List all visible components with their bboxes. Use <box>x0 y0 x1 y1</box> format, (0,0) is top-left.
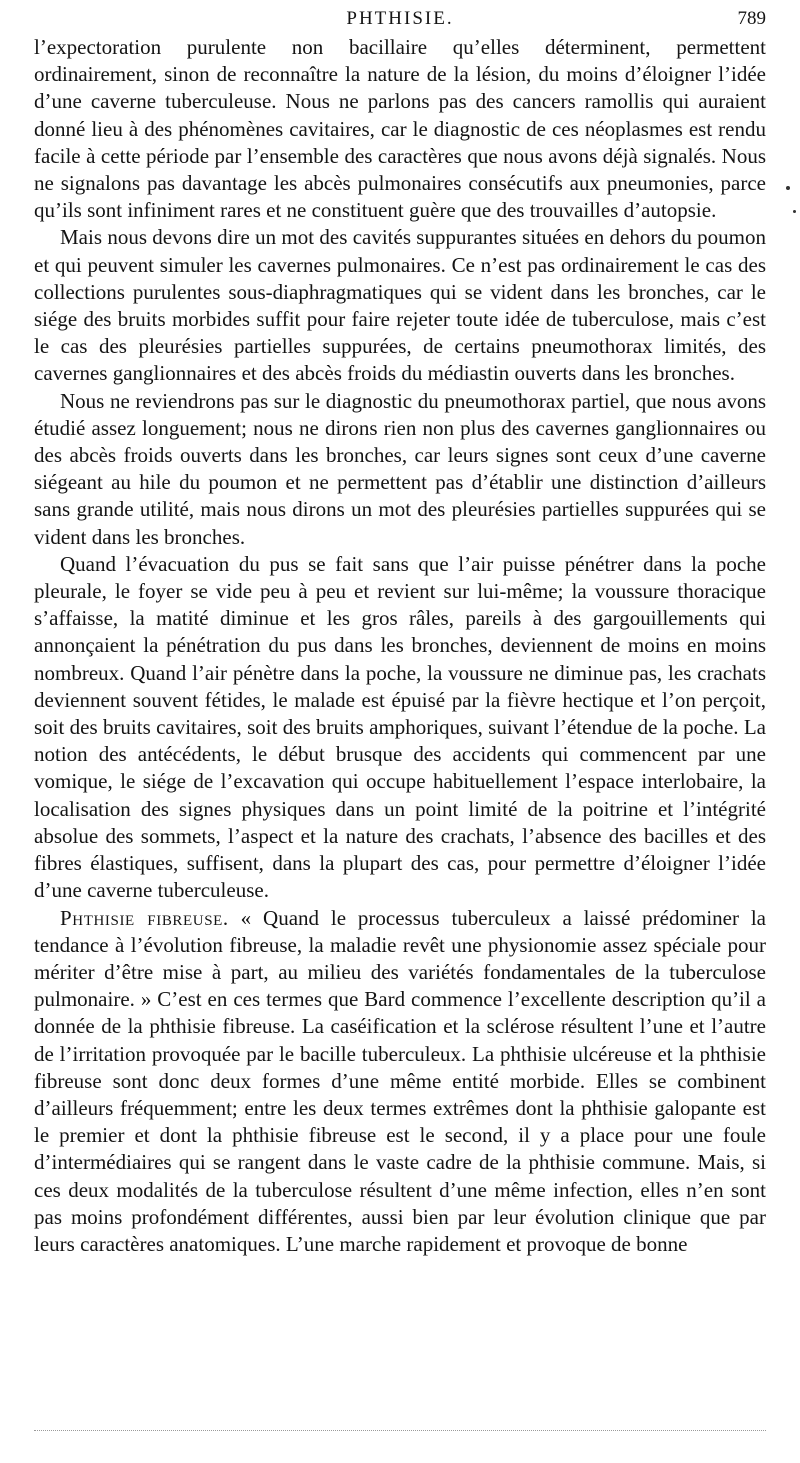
paragraph-1: l’expectoration purulente non bacillaire qu’elles déterminent, permettent ordinairement, sinon de reconnaître la nature de la lésion, du moins d’éloigner l’idée d’une caverne tuberculeuse. Nous ne parlons pas des cancers ramollis qui auraient donné lieu à des phénomènes cavitaires, car le diagnostic de ces néoplasmes est rendu facile à cette période par l’ensemble des caractères que nous avons déjà signalés. Nous ne signalons pas davantage les abcès pulmonaires consécutifs aux pneumonies, parce qu’ils sont infiniment rares et ne constituent guère que des trouvailles d’autopsie. <box>34 35 766 223</box>
paragraph-4: Quand l’évacuation du pus se fait sans que l’air puisse pénétrer dans la poche pleurale, le foyer se vide peu à peu et revient sur lui-même; la voussure thoracique s’affaisse, la matité diminue et les gros râles, pareils à des gargouillements qui annonçaient la pénétration du pus dans les bronches, deviennent de moins en moins nombreux. Quand l’air pénètre dans la poche, la voussure ne diminue pas, les crachats deviennent souvent fétides, le malade est épuisé par la fièvre hectique et l’on perçoit, soit des bruits cavitaires, soit des bruits amphoriques, suivant l’étendue de la poche. La notion des antécédents, le début brusque des accidents qui commencent par une vomique, le siége de l’excavation qui occupe habituellement l’espace interlobaire, la localisation des signes physiques dans un point limité de la poitrine et l’intégrité absolue des sommets, l’aspect et la nature des crachats, l’absence des bacilles et des fibres élastiques, suffisent, dans la plupart des cas, pour permettre d’éloigner l’idée d’une caverne tuberculeuse. <box>34 551 766 903</box>
section-text: « Quand le processus tuberculeux a laissé prédominer la tendance à l’évolution fibreuse, la maladie revêt une physionomie assez spéciale pour mériter d’être mise à part, au milieu des variétés fondamentales de la tuberculose pulmonaire. » C’est en ces termes que Bard commence l’excellente description qu’il a donnée de la phthisie fibreuse. La caséification et la sclérose résultent l’une et l’autre de l’irritation provoquée par le bacille tuberculeux. La phthisie ulcéreuse et la phthisie fibreuse sont donc deux formes d’une même entité morbide. Elles se combinent d’ailleurs fréquemment; entre les deux termes extrêmes dont la phthisie galopante est le premier et dont la phthisie fibreuse est le second, il y a place pour une foule d’intermédiaires qui se rangent dans le vaste cadre de la phthisie commune. Mais, si ces deux modalités de la tuberculose résultent d’une même infection, elles n’en sont pas moins profondément différentes, aussi bien par leur évolution clinique que par leurs caractères anatomiques. L’une marche rapidement et provoque de bonne <box>34 905 766 1256</box>
page-number: 789 <box>737 8 766 29</box>
footer-rule <box>34 1430 766 1431</box>
page-header <box>0 2 800 38</box>
ink-speck <box>786 186 790 190</box>
paragraph-5 <box>34 905 766 1259</box>
ink-speck <box>793 210 796 213</box>
running-title: PHTHISIE. <box>346 8 454 29</box>
body-text <box>34 34 766 1258</box>
section-heading: Phthisie fibreuse. <box>60 905 229 930</box>
paragraph-2: Mais nous devons dire un mot des cavités suppurantes situées en dehors du poumon et qui peuvent simuler les cavernes pulmonaires. Ce n’est pas ordinairement le cas des collections purulentes sous-diaphragmatiques qui se vident dans les bronches, car le siége des bruits morbides suffit pour faire rejeter toute idée de tuberculose, mais c’est le cas des pleurésies partielles suppurées, de certains pneumothorax limités, des cavernes ganglionnaires et des abcès froids du médiastin ouverts dans les bronches. <box>34 225 766 386</box>
paragraph-3: Nous ne reviendrons pas sur le diagnostic du pneumothorax partiel, que nous avons étudié assez longuement; nous ne dirons rien non plus des cavernes ganglionnaires ou des abcès froids ouverts dans les bronches, car leurs signes sont ceux d’une caverne siégeant au hile du poumon et ne permettent pas d’établir une distinction d’ailleurs sans grande utilité, mais nous dirons un mot des pleurésies partielles suppurées qui se vident dans les bronches. <box>34 388 766 549</box>
